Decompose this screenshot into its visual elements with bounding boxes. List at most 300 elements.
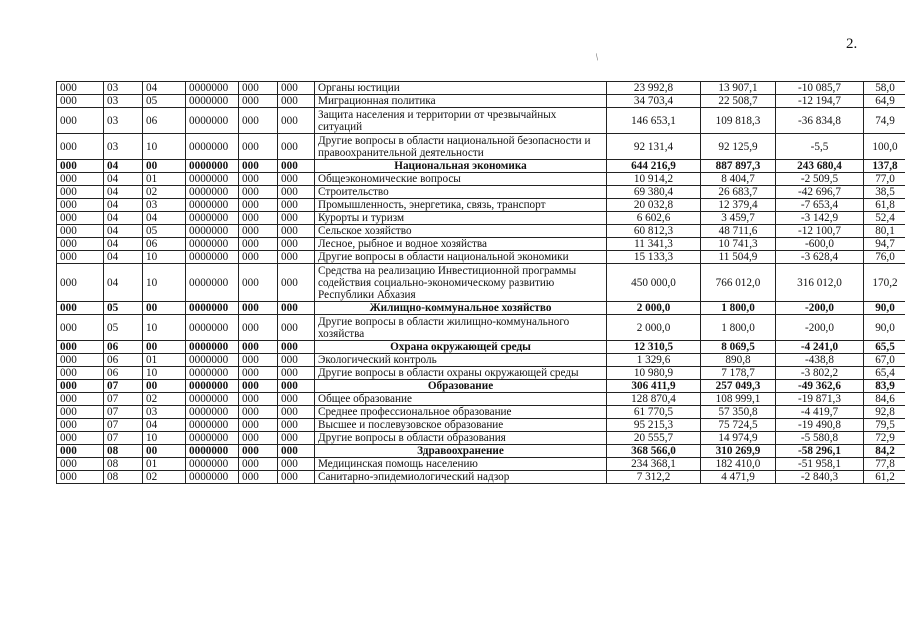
table-row <box>57 82 905 95</box>
plan-cell: 69 380,4 <box>607 186 701 199</box>
code-cell-3: 00 <box>143 445 186 458</box>
code-cell-6: 000 <box>278 134 315 160</box>
code-cell-2: 03 <box>104 108 143 134</box>
table-row <box>57 212 905 225</box>
percent-cell: 100,0 <box>864 134 905 160</box>
code-cell-4: 0000000 <box>186 82 239 95</box>
item-name-cell: Другие вопросы в области образования <box>315 432 607 445</box>
code-cell-5: 000 <box>239 134 278 160</box>
percent-cell: 52,4 <box>864 212 905 225</box>
table-row <box>57 95 905 108</box>
code-cell-2: 04 <box>104 199 143 212</box>
actual-cell: 1 800,0 <box>701 315 776 341</box>
code-cell-5: 000 <box>239 212 278 225</box>
code-cell-2: 05 <box>104 315 143 341</box>
code-cell-5: 000 <box>239 354 278 367</box>
code-cell-5: 000 <box>239 432 278 445</box>
percent-cell: 77,8 <box>864 458 905 471</box>
code-cell-5: 000 <box>239 186 278 199</box>
plan-cell: 92 131,4 <box>607 134 701 160</box>
code-cell-3: 03 <box>143 199 186 212</box>
actual-cell: 182 410,0 <box>701 458 776 471</box>
code-cell-3: 01 <box>143 458 186 471</box>
table-row <box>57 445 905 458</box>
code-cell-1: 000 <box>57 419 104 432</box>
code-cell-6: 000 <box>278 302 315 315</box>
code-cell-4: 0000000 <box>186 315 239 341</box>
actual-cell: 3 459,7 <box>701 212 776 225</box>
code-cell-5: 000 <box>239 445 278 458</box>
code-cell-4: 0000000 <box>186 458 239 471</box>
code-cell-1: 000 <box>57 432 104 445</box>
item-name-cell: Сельское хозяйство <box>315 225 607 238</box>
item-name-cell: Общеэкономические вопросы <box>315 173 607 186</box>
percent-cell: 170,2 <box>864 264 905 302</box>
code-cell-1: 000 <box>57 82 104 95</box>
deviation-cell: -200,0 <box>776 302 864 315</box>
code-cell-3: 02 <box>143 471 186 484</box>
percent-cell: 61,8 <box>864 199 905 212</box>
table-row <box>57 406 905 419</box>
actual-cell: 22 508,7 <box>701 95 776 108</box>
deviation-cell: -19 490,8 <box>776 419 864 432</box>
code-cell-2: 04 <box>104 251 143 264</box>
table-row <box>57 238 905 251</box>
code-cell-4: 0000000 <box>186 95 239 108</box>
item-name-cell: Защита населения и территории от чрезвычайных ситуаций <box>315 108 607 134</box>
code-cell-2: 04 <box>104 212 143 225</box>
code-cell-4: 0000000 <box>186 471 239 484</box>
code-cell-2: 07 <box>104 406 143 419</box>
code-cell-6: 000 <box>278 225 315 238</box>
table-row <box>57 393 905 406</box>
item-name-cell: Другие вопросы в области охраны окружающей среды <box>315 367 607 380</box>
actual-cell: 890,8 <box>701 354 776 367</box>
plan-cell: 95 215,3 <box>607 419 701 432</box>
table-row <box>57 380 905 393</box>
code-cell-6: 000 <box>278 251 315 264</box>
plan-cell: 12 310,5 <box>607 341 701 354</box>
code-cell-3: 02 <box>143 186 186 199</box>
code-cell-6: 000 <box>278 393 315 406</box>
code-cell-3: 05 <box>143 225 186 238</box>
percent-cell: 84,6 <box>864 393 905 406</box>
code-cell-2: 04 <box>104 225 143 238</box>
deviation-cell: -58 296,1 <box>776 445 864 458</box>
plan-cell: 128 870,4 <box>607 393 701 406</box>
code-cell-4: 0000000 <box>186 406 239 419</box>
code-cell-6: 000 <box>278 432 315 445</box>
code-cell-1: 000 <box>57 199 104 212</box>
plan-cell: 450 000,0 <box>607 264 701 302</box>
code-cell-2: 08 <box>104 471 143 484</box>
table-row <box>57 160 905 173</box>
plan-cell: 2 000,0 <box>607 302 701 315</box>
code-cell-1: 000 <box>57 186 104 199</box>
actual-cell: 4 471,9 <box>701 471 776 484</box>
budget-table-body <box>57 82 905 484</box>
deviation-cell: -4 241,0 <box>776 341 864 354</box>
table-row <box>57 173 905 186</box>
pen-mark: / <box>593 52 602 63</box>
actual-cell: 11 504,9 <box>701 251 776 264</box>
code-cell-4: 0000000 <box>186 341 239 354</box>
actual-cell: 257 049,3 <box>701 380 776 393</box>
deviation-cell: -36 834,8 <box>776 108 864 134</box>
percent-cell: 137,8 <box>864 160 905 173</box>
code-cell-5: 000 <box>239 173 278 186</box>
code-cell-5: 000 <box>239 95 278 108</box>
plan-cell: 146 653,1 <box>607 108 701 134</box>
table-row <box>57 134 905 160</box>
code-cell-3: 03 <box>143 406 186 419</box>
code-cell-4: 0000000 <box>186 432 239 445</box>
code-cell-5: 000 <box>239 393 278 406</box>
code-cell-2: 08 <box>104 445 143 458</box>
code-cell-3: 04 <box>143 419 186 432</box>
code-cell-6: 000 <box>278 380 315 393</box>
code-cell-2: 03 <box>104 134 143 160</box>
deviation-cell: -51 958,1 <box>776 458 864 471</box>
code-cell-6: 000 <box>278 199 315 212</box>
percent-cell: 84,2 <box>864 445 905 458</box>
code-cell-1: 000 <box>57 108 104 134</box>
code-cell-5: 000 <box>239 419 278 432</box>
table-row <box>57 108 905 134</box>
code-cell-4: 0000000 <box>186 199 239 212</box>
plan-cell: 60 812,3 <box>607 225 701 238</box>
code-cell-4: 0000000 <box>186 419 239 432</box>
actual-cell: 8 404,7 <box>701 173 776 186</box>
code-cell-6: 000 <box>278 212 315 225</box>
item-name-cell: Среднее профессиональное образование <box>315 406 607 419</box>
code-cell-3: 10 <box>143 251 186 264</box>
code-cell-4: 0000000 <box>186 354 239 367</box>
percent-cell: 79,5 <box>864 419 905 432</box>
code-cell-2: 06 <box>104 354 143 367</box>
percent-cell: 94,7 <box>864 238 905 251</box>
code-cell-1: 000 <box>57 367 104 380</box>
code-cell-4: 0000000 <box>186 251 239 264</box>
code-cell-4: 0000000 <box>186 238 239 251</box>
code-cell-1: 000 <box>57 315 104 341</box>
plan-cell: 10 914,2 <box>607 173 701 186</box>
table-row <box>57 471 905 484</box>
table-row <box>57 458 905 471</box>
code-cell-2: 05 <box>104 302 143 315</box>
code-cell-1: 000 <box>57 160 104 173</box>
code-cell-1: 000 <box>57 95 104 108</box>
percent-cell: 74,9 <box>864 108 905 134</box>
code-cell-1: 000 <box>57 445 104 458</box>
code-cell-5: 000 <box>239 238 278 251</box>
deviation-cell: 316 012,0 <box>776 264 864 302</box>
code-cell-1: 000 <box>57 341 104 354</box>
code-cell-5: 000 <box>239 225 278 238</box>
percent-cell: 92,8 <box>864 406 905 419</box>
code-cell-5: 000 <box>239 160 278 173</box>
deviation-cell: -12 100,7 <box>776 225 864 238</box>
plan-cell: 7 312,2 <box>607 471 701 484</box>
code-cell-2: 04 <box>104 264 143 302</box>
code-cell-3: 10 <box>143 264 186 302</box>
code-cell-4: 0000000 <box>186 445 239 458</box>
code-cell-3: 06 <box>143 108 186 134</box>
actual-cell: 7 178,7 <box>701 367 776 380</box>
deviation-cell: -2 840,3 <box>776 471 864 484</box>
code-cell-6: 000 <box>278 108 315 134</box>
code-cell-4: 0000000 <box>186 212 239 225</box>
code-cell-3: 10 <box>143 367 186 380</box>
item-name-cell: Средства на реализацию Инвестиционной программы содействия социально-экономическому развитию Республики Абхазия <box>315 264 607 302</box>
code-cell-2: 07 <box>104 432 143 445</box>
code-cell-5: 000 <box>239 471 278 484</box>
plan-cell: 306 411,9 <box>607 380 701 393</box>
deviation-cell: -5 580,8 <box>776 432 864 445</box>
code-cell-6: 000 <box>278 173 315 186</box>
item-name-cell: Экологический контроль <box>315 354 607 367</box>
plan-cell: 20 032,8 <box>607 199 701 212</box>
code-cell-2: 04 <box>104 238 143 251</box>
code-cell-6: 000 <box>278 419 315 432</box>
code-cell-3: 06 <box>143 238 186 251</box>
code-cell-4: 0000000 <box>186 108 239 134</box>
percent-cell: 65,5 <box>864 341 905 354</box>
code-cell-2: 03 <box>104 82 143 95</box>
code-cell-5: 000 <box>239 406 278 419</box>
deviation-cell: -200,0 <box>776 315 864 341</box>
table-row <box>57 225 905 238</box>
code-cell-6: 000 <box>278 406 315 419</box>
code-cell-4: 0000000 <box>186 302 239 315</box>
item-name-cell: Другие вопросы в области национальной безопасности и правоохранительной деятельности <box>315 134 607 160</box>
percent-cell: 65,4 <box>864 367 905 380</box>
code-cell-6: 000 <box>278 354 315 367</box>
code-cell-6: 000 <box>278 471 315 484</box>
code-cell-1: 000 <box>57 238 104 251</box>
code-cell-5: 000 <box>239 458 278 471</box>
deviation-cell: -10 085,7 <box>776 82 864 95</box>
code-cell-1: 000 <box>57 212 104 225</box>
plan-cell: 11 341,3 <box>607 238 701 251</box>
code-cell-3: 05 <box>143 95 186 108</box>
code-cell-6: 000 <box>278 341 315 354</box>
code-cell-2: 03 <box>104 95 143 108</box>
code-cell-1: 000 <box>57 354 104 367</box>
code-cell-1: 000 <box>57 173 104 186</box>
percent-cell: 58,0 <box>864 82 905 95</box>
code-cell-3: 01 <box>143 173 186 186</box>
percent-cell: 76,0 <box>864 251 905 264</box>
item-name-cell: Национальная экономика <box>315 160 607 173</box>
code-cell-1: 000 <box>57 264 104 302</box>
code-cell-1: 000 <box>57 393 104 406</box>
table-row <box>57 354 905 367</box>
item-name-cell: Здравоохранение <box>315 445 607 458</box>
deviation-cell: -600,0 <box>776 238 864 251</box>
table-row <box>57 367 905 380</box>
code-cell-2: 06 <box>104 341 143 354</box>
code-cell-2: 08 <box>104 458 143 471</box>
code-cell-1: 000 <box>57 302 104 315</box>
percent-cell: 90,0 <box>864 315 905 341</box>
percent-cell: 72,9 <box>864 432 905 445</box>
percent-cell: 77,0 <box>864 173 905 186</box>
actual-cell: 766 012,0 <box>701 264 776 302</box>
item-name-cell: Жилищно-коммунальное хозяйство <box>315 302 607 315</box>
code-cell-4: 0000000 <box>186 264 239 302</box>
deviation-cell: -7 653,4 <box>776 199 864 212</box>
plan-cell: 2 000,0 <box>607 315 701 341</box>
code-cell-3: 00 <box>143 380 186 393</box>
table-row <box>57 315 905 341</box>
code-cell-3: 10 <box>143 432 186 445</box>
plan-cell: 1 329,6 <box>607 354 701 367</box>
actual-cell: 12 379,4 <box>701 199 776 212</box>
code-cell-1: 000 <box>57 134 104 160</box>
actual-cell: 887 897,3 <box>701 160 776 173</box>
plan-cell: 34 703,4 <box>607 95 701 108</box>
item-name-cell: Курорты и туризм <box>315 212 607 225</box>
code-cell-5: 000 <box>239 367 278 380</box>
code-cell-6: 000 <box>278 367 315 380</box>
actual-cell: 13 907,1 <box>701 82 776 95</box>
code-cell-6: 000 <box>278 82 315 95</box>
deviation-cell: -3 802,2 <box>776 367 864 380</box>
table-row <box>57 341 905 354</box>
table-row <box>57 419 905 432</box>
table-row <box>57 199 905 212</box>
actual-cell: 92 125,9 <box>701 134 776 160</box>
item-name-cell: Строительство <box>315 186 607 199</box>
percent-cell: 61,2 <box>864 471 905 484</box>
code-cell-6: 000 <box>278 160 315 173</box>
code-cell-2: 04 <box>104 173 143 186</box>
code-cell-6: 000 <box>278 264 315 302</box>
code-cell-4: 0000000 <box>186 134 239 160</box>
code-cell-5: 000 <box>239 302 278 315</box>
plan-cell: 10 980,9 <box>607 367 701 380</box>
percent-cell: 64,9 <box>864 95 905 108</box>
item-name-cell: Лесное, рыбное и водное хозяйства <box>315 238 607 251</box>
code-cell-5: 000 <box>239 108 278 134</box>
actual-cell: 1 800,0 <box>701 302 776 315</box>
code-cell-2: 07 <box>104 393 143 406</box>
actual-cell: 75 724,5 <box>701 419 776 432</box>
deviation-cell: 243 680,4 <box>776 160 864 173</box>
code-cell-6: 000 <box>278 95 315 108</box>
code-cell-6: 000 <box>278 186 315 199</box>
item-name-cell: Медицинская помощь населению <box>315 458 607 471</box>
actual-cell: 10 741,3 <box>701 238 776 251</box>
percent-cell: 80,1 <box>864 225 905 238</box>
code-cell-2: 04 <box>104 160 143 173</box>
actual-cell: 310 269,9 <box>701 445 776 458</box>
code-cell-4: 0000000 <box>186 367 239 380</box>
deviation-cell: -12 194,7 <box>776 95 864 108</box>
code-cell-1: 000 <box>57 380 104 393</box>
code-cell-3: 04 <box>143 82 186 95</box>
code-cell-4: 0000000 <box>186 380 239 393</box>
code-cell-1: 000 <box>57 406 104 419</box>
plan-cell: 6 602,6 <box>607 212 701 225</box>
code-cell-3: 01 <box>143 354 186 367</box>
item-name-cell: Общее образование <box>315 393 607 406</box>
code-cell-1: 000 <box>57 225 104 238</box>
item-name-cell: Органы юстиции <box>315 82 607 95</box>
code-cell-4: 0000000 <box>186 173 239 186</box>
actual-cell: 108 999,1 <box>701 393 776 406</box>
table-row <box>57 186 905 199</box>
item-name-cell: Охрана окружающей среды <box>315 341 607 354</box>
code-cell-5: 000 <box>239 199 278 212</box>
plan-cell: 20 555,7 <box>607 432 701 445</box>
actual-cell: 8 069,5 <box>701 341 776 354</box>
code-cell-1: 000 <box>57 251 104 264</box>
code-cell-5: 000 <box>239 251 278 264</box>
deviation-cell: -19 871,3 <box>776 393 864 406</box>
deviation-cell: -49 362,6 <box>776 380 864 393</box>
table-row <box>57 432 905 445</box>
item-name-cell: Миграционная политика <box>315 95 607 108</box>
item-name-cell: Другие вопросы в области национальной экономики <box>315 251 607 264</box>
item-name-cell: Санитарно-эпидемиологический надзор <box>315 471 607 484</box>
code-cell-4: 0000000 <box>186 393 239 406</box>
table-row <box>57 302 905 315</box>
plan-cell: 15 133,3 <box>607 251 701 264</box>
percent-cell: 90,0 <box>864 302 905 315</box>
code-cell-5: 000 <box>239 315 278 341</box>
percent-cell: 67,0 <box>864 354 905 367</box>
item-name-cell: Образование <box>315 380 607 393</box>
code-cell-3: 00 <box>143 341 186 354</box>
plan-cell: 368 566,0 <box>607 445 701 458</box>
table-row <box>57 251 905 264</box>
code-cell-4: 0000000 <box>186 186 239 199</box>
code-cell-3: 04 <box>143 212 186 225</box>
actual-cell: 109 818,3 <box>701 108 776 134</box>
deviation-cell: -438,8 <box>776 354 864 367</box>
deviation-cell: -3 142,9 <box>776 212 864 225</box>
plan-cell: 644 216,9 <box>607 160 701 173</box>
code-cell-5: 000 <box>239 341 278 354</box>
actual-cell: 14 974,9 <box>701 432 776 445</box>
percent-cell: 38,5 <box>864 186 905 199</box>
plan-cell: 23 992,8 <box>607 82 701 95</box>
code-cell-5: 000 <box>239 264 278 302</box>
code-cell-2: 06 <box>104 367 143 380</box>
code-cell-1: 000 <box>57 458 104 471</box>
code-cell-4: 0000000 <box>186 225 239 238</box>
page-number: 2. <box>846 36 858 52</box>
code-cell-5: 000 <box>239 82 278 95</box>
code-cell-3: 00 <box>143 160 186 173</box>
code-cell-6: 000 <box>278 445 315 458</box>
plan-cell: 61 770,5 <box>607 406 701 419</box>
deviation-cell: -42 696,7 <box>776 186 864 199</box>
budget-table <box>56 81 905 484</box>
code-cell-3: 02 <box>143 393 186 406</box>
table-row <box>57 264 905 302</box>
percent-cell: 83,9 <box>864 380 905 393</box>
code-cell-3: 10 <box>143 134 186 160</box>
actual-cell: 48 711,6 <box>701 225 776 238</box>
code-cell-3: 00 <box>143 302 186 315</box>
actual-cell: 26 683,7 <box>701 186 776 199</box>
code-cell-2: 07 <box>104 380 143 393</box>
code-cell-1: 000 <box>57 471 104 484</box>
code-cell-2: 07 <box>104 419 143 432</box>
